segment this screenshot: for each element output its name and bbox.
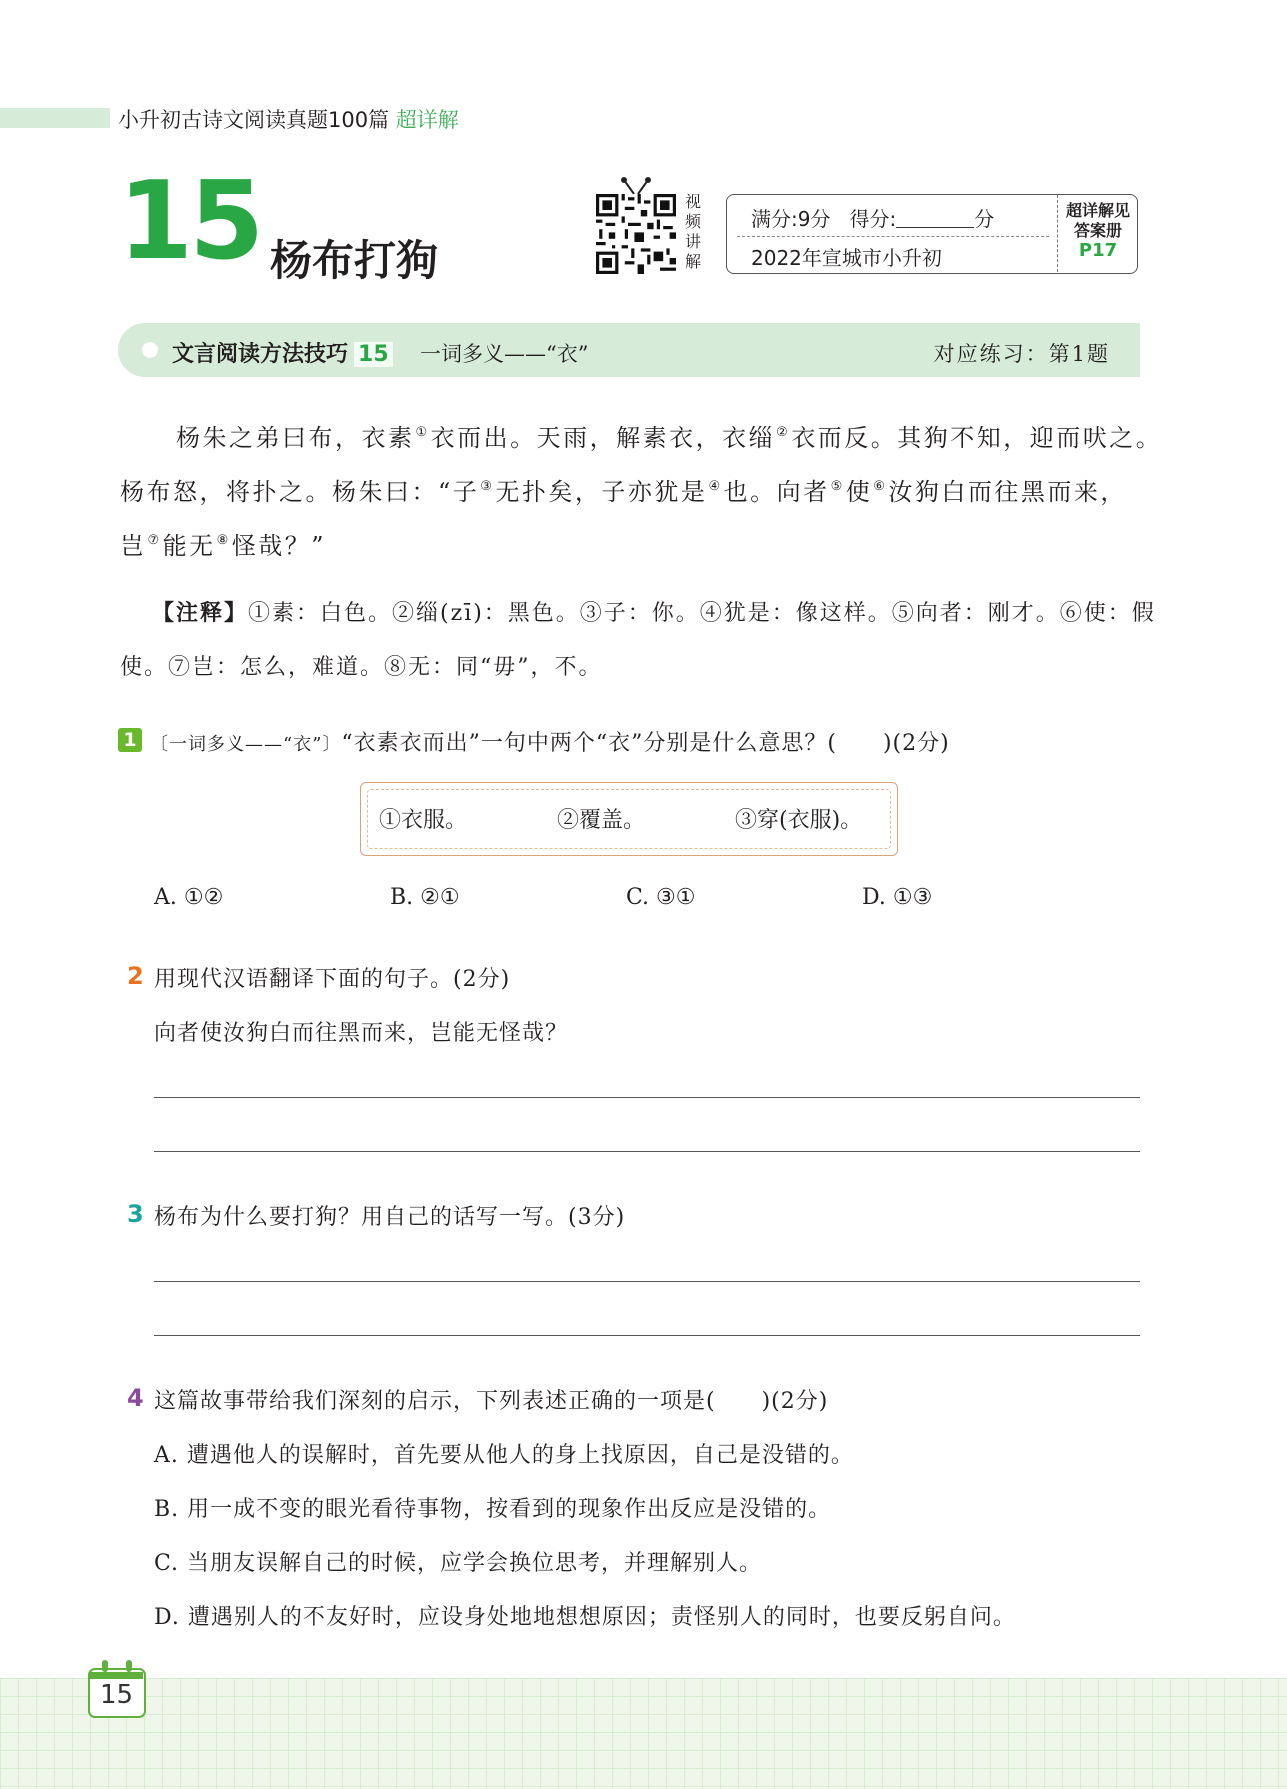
q2-sentence: 向者使汝狗白而往黑而来，岂能无怪哉？ xyxy=(154,1021,569,1046)
answer-note-line2: 答案册 xyxy=(1073,221,1122,240)
q3-number: 3 xyxy=(127,1200,144,1228)
q4-text: 这篇故事带给我们深刻的启示，下列表述正确的一项是( )(2分) xyxy=(154,1389,829,1414)
method-title-text: 文言阅读方法技巧 xyxy=(172,342,349,367)
answer-note-line1: 超详解见 xyxy=(1065,201,1130,220)
score-unit: 分 xyxy=(974,207,995,231)
series-title xyxy=(118,104,459,134)
score-divider xyxy=(737,236,1049,237)
header-band xyxy=(0,108,110,128)
passage-line-2: 杨布怒，将扑之。杨朱曰：“子③无扑矣，子亦犹是④也。向者⑤使⑥汝狗白而往黑而来， xyxy=(120,478,1127,506)
footer-grid xyxy=(0,1678,1287,1789)
passage-line-1: 杨朱之弟曰布，衣素①衣而出。天雨，解素衣，衣缁②衣而反。其狗不知，迎而吠之。 xyxy=(176,424,1163,452)
q4-option-d[interactable]: D. 遭遇别人的不友好时，应设身处地地想想原因；责怪别人的同时，也要反躬自问。 xyxy=(154,1605,1016,1630)
video-label: 视频讲解 xyxy=(684,192,701,271)
series-highlight: 超详解 xyxy=(395,108,459,132)
q4-option-c[interactable]: C. 当朋友误解自己的时候，应学会换位思考，并理解别人。 xyxy=(154,1551,763,1576)
score-box xyxy=(726,194,1138,274)
series-title-text: 小升初古诗文阅读真题100篇 xyxy=(118,108,390,132)
notes-text-1: ①素：白色。②缁(zī)：黑色。③子：你。④犹是：像这样。⑤向者：刚才。⑥使：假 xyxy=(248,601,1156,626)
q3-text: 杨布为什么要打狗？用自己的话写一写。(3分) xyxy=(154,1205,626,1230)
method-number: 15 xyxy=(354,342,393,367)
q3-answer-line-1[interactable] xyxy=(154,1281,1140,1282)
q1-box-item: ③穿(衣服)。 xyxy=(735,808,863,833)
method-title xyxy=(172,337,393,368)
answer-note xyxy=(1057,201,1139,261)
q1-number: 1 xyxy=(118,728,142,752)
qr-block[interactable] xyxy=(596,176,676,274)
q2-answer-line-1[interactable] xyxy=(154,1097,1140,1098)
q4-number: 4 xyxy=(127,1384,144,1412)
q1-meaning-box xyxy=(360,782,898,856)
method-bar xyxy=(118,323,1140,377)
full-score: 满分:9分 xyxy=(751,207,831,231)
q2-answer-line-2[interactable] xyxy=(154,1151,1140,1152)
q2-number: 2 xyxy=(127,962,144,990)
q1-option-d[interactable]: D. ①③ xyxy=(862,885,933,910)
q1-text: “衣素衣而出”一句中两个“衣”分别是什么意思？( )(2分) xyxy=(341,731,950,756)
source-text: 2022年宣城市小升初 xyxy=(751,246,942,270)
q1-tag: 〔一词多义——“衣”〕 xyxy=(150,734,342,755)
lesson-number: 15 xyxy=(118,159,261,284)
score-blank-field[interactable] xyxy=(896,209,974,228)
page-badge xyxy=(88,1668,146,1718)
lesson-title: 杨布打狗 xyxy=(270,236,439,285)
answer-page: P17 xyxy=(1078,240,1118,261)
page-number: 15 xyxy=(99,1680,134,1710)
q1-option-b[interactable]: B. ②① xyxy=(390,885,460,910)
bullet-icon xyxy=(142,342,158,358)
calendar-header-icon xyxy=(90,1672,143,1679)
score-label: 得分: xyxy=(849,207,897,231)
q1-option-a[interactable]: A. ①② xyxy=(154,885,224,910)
method-practice: 对应练习：第1题 xyxy=(933,342,1110,366)
notes-line-2: 使。⑦岂：怎么，难道。⑧无：同“毋”，不。 xyxy=(120,655,603,680)
q2-text: 用现代汉语翻译下面的句子。(2分) xyxy=(154,967,511,992)
q3-answer-line-2[interactable] xyxy=(154,1335,1140,1336)
q1-box-item: ①衣服。 xyxy=(379,808,468,833)
q1-option-c[interactable]: C. ③① xyxy=(626,885,696,910)
q1-question xyxy=(150,726,950,757)
passage-line-3: 岂⑦能无⑧怪哉？” xyxy=(120,532,327,560)
notes-label: 【注释】 xyxy=(152,601,249,626)
calendar-ring-icon xyxy=(102,1660,108,1672)
qr-code-icon xyxy=(596,194,676,274)
q4-option-b[interactable]: B. 用一成不变的眼光看待事物，按看到的现象作出反应是没错的。 xyxy=(154,1497,832,1522)
score-row xyxy=(751,203,994,232)
method-subtitle: 一词多义——“衣” xyxy=(420,342,589,366)
qr-antenna-icon xyxy=(614,176,658,196)
calendar-ring-icon xyxy=(126,1660,132,1672)
notes-line-1 xyxy=(152,596,1156,627)
q1-box-item: ②覆盖。 xyxy=(557,808,646,833)
q4-option-a[interactable]: A. 遭遇他人的误解时，首先要从他人的身上找原因，自己是没错的。 xyxy=(154,1443,854,1468)
